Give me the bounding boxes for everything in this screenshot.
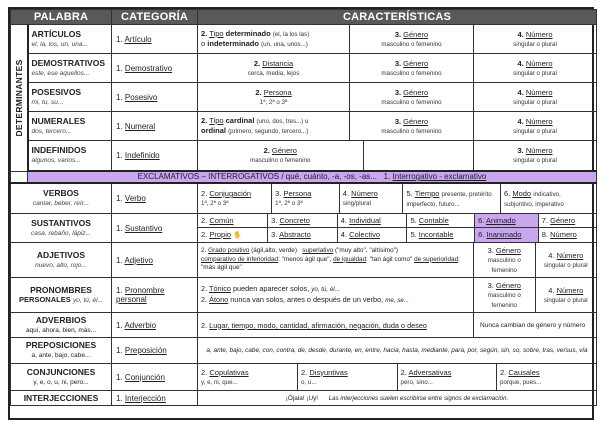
feature-genero: 3. Género masculino o femenino — [350, 54, 474, 83]
palabra-preposiciones: PREPOSICIONES a, ante, bajo, cabe... — [11, 338, 112, 364]
main-table — [10, 9, 597, 406]
row-interjecciones — [11, 391, 597, 406]
feature-tonico-atono: 2. Tónico pueden aparecer solos, yo, tú, él... 2. Átono nunca van solos, antes o después de un verbo, me, se... — [198, 278, 474, 313]
palabra-demostrativos: DEMOSTRATIVOS este, ese aquellos... — [28, 54, 112, 83]
row-preposiciones — [11, 338, 597, 364]
row-exclamativos — [11, 171, 597, 183]
categoria-adverbio: 1. Adverbio — [112, 313, 198, 338]
palabra-adverbios: ADVERBIOS aquí, ahora, bien, más... — [11, 313, 112, 338]
feature-concreto: 3. Concreto — [268, 214, 338, 227]
feature-numero: 4. Número singular o plural — [474, 25, 597, 54]
categoria-pronombre: 1. Pronombre personal — [112, 278, 198, 313]
feature-propio: 2. Propio ✋ — [198, 227, 268, 242]
categoria-articulo: 1. Artículo — [112, 25, 198, 54]
feature-comun: 2. Común — [198, 214, 268, 227]
exclamativos-band: EXCLAMATIVOS – INTERROGATIVOS / qué, cuánto, -a, -os, -as... 1. Interrogativo - exclamativo — [28, 171, 597, 183]
feature-modo: 6. Modo indicativo, subjuntivo, imperativo — [500, 184, 596, 213]
categoria-posesivo: 1. Posesivo — [112, 83, 198, 112]
hand-icon: ✋ — [233, 231, 242, 239]
feature-numero: 4. Número singular o plural — [474, 83, 597, 112]
adjetivo-gn — [474, 243, 597, 278]
conjuncion-types — [198, 364, 597, 391]
determinantes-label: DETERMINANTES — [11, 25, 28, 172]
sustantivo-features — [198, 214, 597, 243]
feature-abstracto: 3. Abstracto — [268, 227, 338, 242]
row-conjunciones — [11, 364, 597, 391]
feature-numero: 8. Número — [538, 227, 596, 242]
categoria-verbo: 1. Verbo — [112, 183, 198, 214]
feature-numero: 4. Número sing/plural — [339, 184, 403, 213]
verbo-features — [198, 183, 597, 214]
feature-individual: 4. Individual — [337, 214, 407, 227]
adverbio-note: Nunca cambian de género y número — [474, 313, 597, 338]
feature-tiempo: 5. Tiempo presente, pretérito imperfecto, futuro... — [403, 184, 501, 213]
conj-causales: 2. Causales porque, pues... — [500, 367, 542, 386]
feature-conjugacion: 2. Conjugación 1ª, 2ª o 3ª — [198, 184, 272, 213]
palabra-pronombres: PRONOMBRES PERSONALES yo, tú, él... — [11, 278, 112, 313]
categoria-adjetivo: 1. Adjetivo — [112, 243, 198, 278]
categoria-preposicion: 1. Preposición — [112, 338, 198, 364]
row-verbos — [11, 183, 597, 214]
header-palabra: PALABRA — [11, 10, 112, 25]
feature-incontable: 5. Incontable — [407, 227, 475, 242]
feature-genero: 3. Género masculino o femenino — [474, 278, 535, 312]
feature-colectivo: 4. Colectivo — [337, 227, 407, 242]
conj-adversativas: 2. Adversativas pero, sino... — [397, 364, 497, 390]
feature-genero: 3. Género masculino o femenino — [350, 83, 474, 112]
feature-numero: 4. Número singular o plural — [543, 285, 588, 304]
feature-animado: 6. Animado — [475, 214, 539, 227]
feature-distancia: 2. Distancia cerca, media, lejos — [198, 54, 350, 83]
feature-contable: 5. Contable — [407, 214, 475, 227]
palabra-posesivos: POSESIVOS mi, tu, su... — [28, 83, 112, 112]
palabra-indefinidos: INDEFINIDOS algunos, varios... — [28, 141, 112, 172]
grammar-table — [8, 7, 594, 420]
interjecciones-note: ¡Ójala! ¡Uy! Las interjecciones suelen escribirse entre signos de exclamación. — [198, 391, 597, 406]
palabra-sustantivos: SUSTANTIVOS casa, rebaño, lápiz... — [11, 214, 112, 243]
row-articulos — [11, 25, 597, 54]
header-caracteristicas: CARACTERÍSTICAS — [198, 10, 597, 25]
feature-genero: 7. Género — [538, 214, 596, 227]
feature-numero: 4. Número singular o plural — [474, 112, 597, 141]
feature-grado: 2. Grado positivo (ágil,alto, verde) superlativo ("muy alto", "altísimo") comparativo de inferioridad: "menos ágil que", de igualdad: "tan ágil como" de superioridad: "más ágil que" — [198, 243, 474, 278]
categoria-demostrativo: 1. Demostrativo — [112, 54, 198, 83]
categoria-sustantivo: 1. Sustantivo — [112, 214, 198, 243]
feature-adverbio-tipos: 2. Lugar, tiempo, modo, cantidad, afirmación, negación, duda o deseo — [198, 313, 474, 338]
feature-inanimado: 6. Inanimado — [475, 227, 539, 242]
feature-persona: 2. Persona 1ª, 2ª o 3ª — [198, 83, 350, 112]
palabra-interjecciones: INTERJECCIONES — [11, 391, 112, 406]
row-numerales — [11, 112, 597, 141]
feature-genero: 3. Género masculino o femenino — [350, 112, 474, 141]
feature-genero: 3. Género masculino o femenino — [474, 243, 535, 277]
feature-numero: 4. Número singular o plural — [543, 250, 588, 269]
feature-tipo-numeral: 2. Tipo cardinal (uno, dos, tres...) u ordinal (primero, segundo, tercero...) — [198, 112, 350, 141]
palabra-articulos: ARTÍCULOS el, la, los, un, una... — [28, 25, 112, 54]
preposiciones-list: a, ante, bajo, cabe, con, contra, de, desde, durante, en, entre, hacia, hasta, mediante, para, por, según, sin, so, sobre, tras, versus, vía — [198, 338, 597, 364]
pronombre-gn — [474, 278, 597, 313]
row-sustantivos — [11, 214, 597, 243]
row-indefinidos — [11, 141, 597, 172]
row-adverbios — [11, 313, 597, 338]
feature-persona: 3. Persona 1ª, 2ª o 3ª — [272, 184, 340, 213]
conj-copulativas: 2. Copulativas y, e, ni, que... — [198, 364, 298, 390]
categoria-numeral: 1. Numeral — [112, 112, 198, 141]
header-categoria: CATEGORÍA — [112, 10, 198, 25]
row-demostrativos — [11, 54, 597, 83]
palabra-conjunciones: CONJUNCIONES y, e, o, u, ni, pero... — [11, 364, 112, 391]
feature-numero: 4. Número singular o plural — [474, 54, 597, 83]
categoria-interjeccion: 1. Interjección — [112, 391, 198, 406]
categoria-conjuncion: 1. Conjunción — [112, 364, 198, 391]
conj-disyuntivas: 2. Disyuntivas o, u... — [298, 364, 398, 390]
feature-numero-left — [363, 141, 473, 170]
row-adjetivos — [11, 243, 597, 278]
palabra-adjetivos: ADJETIVOS nuevo, alto, rojo... — [11, 243, 112, 278]
feature-genero: 3. Género masculino o femenino — [350, 25, 474, 54]
row-pronombres — [11, 278, 597, 313]
categoria-indefinido: 1. Indefinido — [112, 141, 198, 172]
row-posesivos — [11, 83, 597, 112]
feature-numero: 3. Número singular o plural — [474, 141, 597, 172]
feature-tipo-articulo: 2. Tipo determinado (el, la los las) o indeterminado (un, una, unos...) — [198, 25, 350, 54]
indefinido-features — [198, 141, 474, 172]
palabra-numerales: NUMERALES dos, tercero... — [28, 112, 112, 141]
palabra-verbos: VERBOS cantar, beber, reír... — [11, 183, 112, 214]
header-row — [11, 10, 597, 25]
feature-genero: 2. Género masculino o femenino — [198, 141, 363, 170]
